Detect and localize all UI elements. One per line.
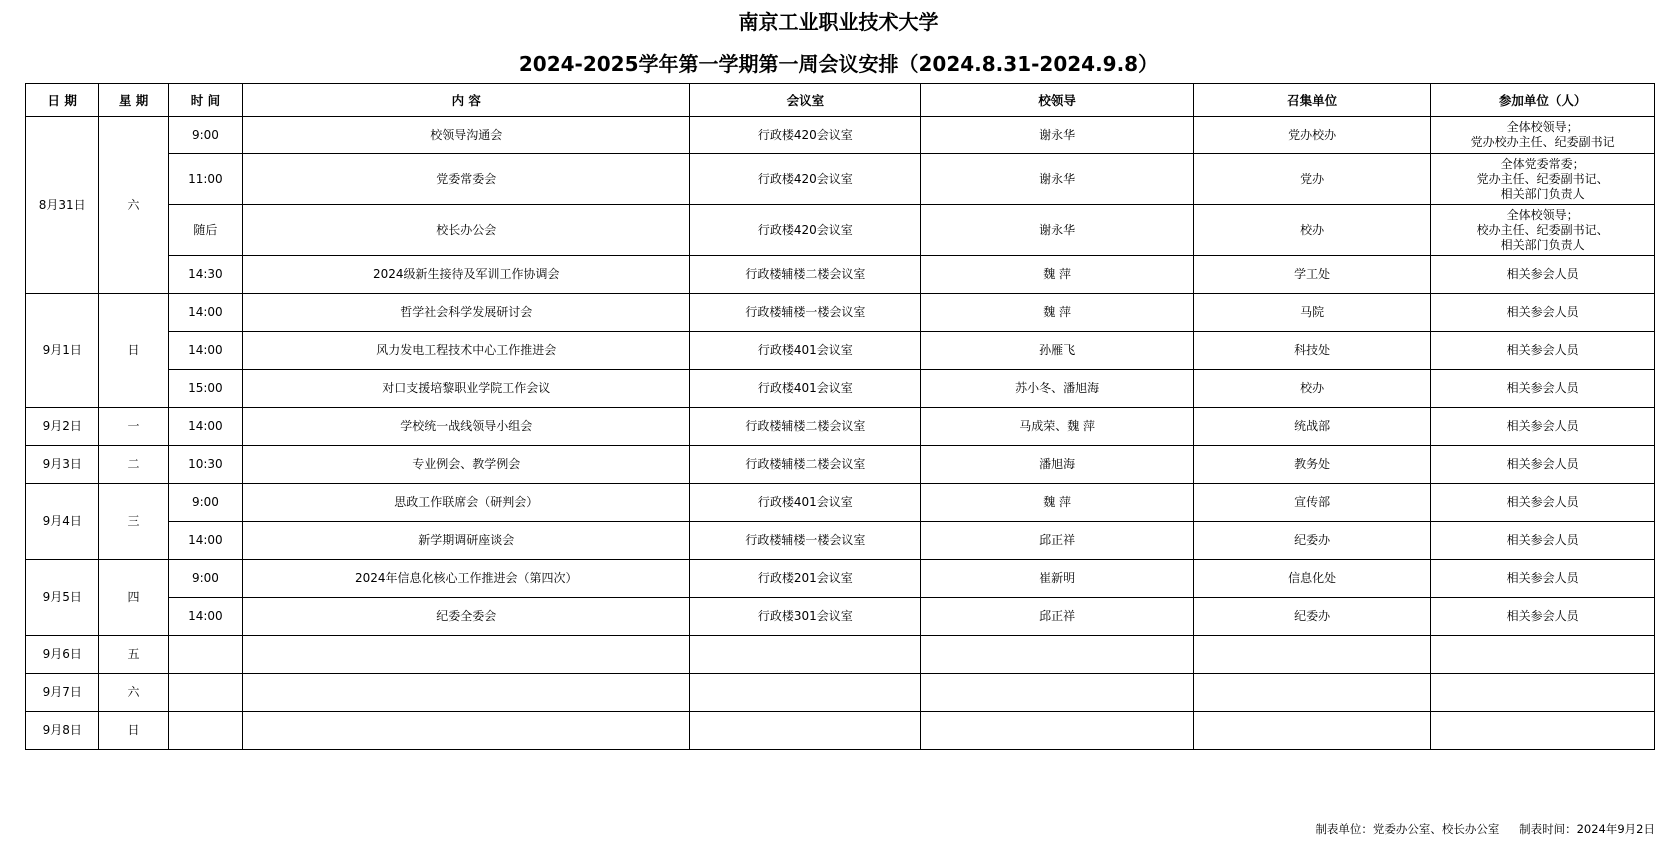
table-row: [26, 522, 1655, 560]
convener-cell: 统战部: [1193, 408, 1430, 446]
weekday-cell: 日: [99, 294, 168, 408]
content-cell: 风力发电工程技术中心工作推进会: [243, 332, 690, 370]
empty-cell: [243, 674, 690, 712]
convener-cell: 科技处: [1193, 332, 1430, 370]
leader-cell: 潘旭海: [921, 446, 1194, 484]
empty-cell: [243, 636, 690, 674]
table-row: [26, 446, 1655, 484]
header-weekday: 星 期: [99, 84, 168, 117]
empty-cell: [168, 712, 243, 750]
date-cell: 9月5日: [26, 560, 99, 636]
convener-cell: 教务处: [1193, 446, 1430, 484]
time-cell: 9:00: [168, 560, 243, 598]
header-content: 内 容: [243, 84, 690, 117]
page-subtitle: 2024-2025学年第一学期第一周会议安排（2024.8.31-2024.9.8）: [518, 52, 1159, 76]
table-row: [26, 408, 1655, 446]
content-cell: 2024年信息化核心工作推进会（第四次）: [243, 560, 690, 598]
date-cell: 9月4日: [26, 484, 99, 560]
content-cell: 专业例会、教学例会: [243, 446, 690, 484]
table-row: [26, 294, 1655, 332]
date-cell: 9月2日: [26, 408, 99, 446]
attendees-cell: 相关参会人员: [1431, 256, 1655, 294]
leader-cell: 崔新明: [921, 560, 1194, 598]
time-cell: 14:00: [168, 332, 243, 370]
attendees-cell: 全体校领导； 校办主任、纪委副书记、 相关部门负责人: [1431, 205, 1655, 256]
attendees-cell: 相关参会人员: [1431, 446, 1655, 484]
content-cell: 思政工作联席会（研判会）: [243, 484, 690, 522]
attendees-cell: 相关参会人员: [1431, 332, 1655, 370]
footer-maker: 制表单位：党委办公室、校长办公室: [1315, 822, 1500, 836]
time-cell: 11:00: [168, 154, 243, 205]
convener-cell: 校办: [1193, 205, 1430, 256]
content-cell: 纪委全委会: [243, 598, 690, 636]
convener-cell: 马院: [1193, 294, 1430, 332]
convener-cell: 宣传部: [1193, 484, 1430, 522]
room-cell: 行政楼420会议室: [690, 117, 921, 154]
weekday-cell: 六: [99, 117, 168, 294]
table-row: [26, 598, 1655, 636]
convener-cell: 学工处: [1193, 256, 1430, 294]
leader-cell: 魏 萍: [921, 484, 1194, 522]
time-cell: 随后: [168, 205, 243, 256]
header-room: 会议室: [690, 84, 921, 117]
convener-cell: 纪委办: [1193, 598, 1430, 636]
leader-cell: 魏 萍: [921, 256, 1194, 294]
convener-cell: 信息化处: [1193, 560, 1430, 598]
table-row: [26, 332, 1655, 370]
empty-cell: [243, 712, 690, 750]
weekday-cell: 二: [99, 446, 168, 484]
convener-cell: 党办: [1193, 154, 1430, 205]
weekday-cell: 一: [99, 408, 168, 446]
content-cell: 对口支援培黎职业学院工作会议: [243, 370, 690, 408]
empty-cell: [690, 636, 921, 674]
content-cell: 学校统一战线领导小组会: [243, 408, 690, 446]
attendees-cell: 相关参会人员: [1431, 294, 1655, 332]
weekday-cell: 日: [99, 712, 168, 750]
weekday-cell: 五: [99, 636, 168, 674]
content-cell: 哲学社会科学发展研讨会: [243, 294, 690, 332]
room-cell: 行政楼辅楼二楼会议室: [690, 446, 921, 484]
content-cell: 党委常委会: [243, 154, 690, 205]
date-cell: 9月8日: [26, 712, 99, 750]
date-cell: 9月6日: [26, 636, 99, 674]
table-row: [26, 256, 1655, 294]
convener-cell: 党办校办: [1193, 117, 1430, 154]
room-cell: 行政楼401会议室: [690, 332, 921, 370]
empty-cell: [1431, 674, 1655, 712]
time-cell: 9:00: [168, 117, 243, 154]
attendees-cell: 相关参会人员: [1431, 370, 1655, 408]
header-time: 时 间: [168, 84, 243, 117]
empty-cell: [1431, 712, 1655, 750]
empty-cell: [921, 636, 1194, 674]
footer-made-time: 制表时间：2024年9月2日: [1519, 822, 1655, 836]
attendees-cell: 相关参会人员: [1431, 560, 1655, 598]
room-cell: 行政楼420会议室: [690, 154, 921, 205]
empty-cell: [1193, 674, 1430, 712]
date-cell: 9月1日: [26, 294, 99, 408]
table-row: [26, 205, 1655, 256]
table-header-row: [26, 84, 1655, 117]
room-cell: 行政楼301会议室: [690, 598, 921, 636]
convener-cell: 校办: [1193, 370, 1430, 408]
table-row: [26, 154, 1655, 205]
attendees-cell: 相关参会人员: [1431, 598, 1655, 636]
leader-cell: 魏 萍: [921, 294, 1194, 332]
header-date: 日 期: [26, 84, 99, 117]
time-cell: 14:00: [168, 522, 243, 560]
room-cell: 行政楼420会议室: [690, 205, 921, 256]
weekday-cell: 六: [99, 674, 168, 712]
page-title: 南京工业职业技术大学: [738, 10, 939, 34]
attendees-cell: 相关参会人员: [1431, 522, 1655, 560]
empty-cell: [1431, 636, 1655, 674]
weekday-cell: 四: [99, 560, 168, 636]
empty-cell: [168, 636, 243, 674]
time-cell: 9:00: [168, 484, 243, 522]
header-attendees: 参加单位（人）: [1431, 84, 1655, 117]
attendees-cell: 相关参会人员: [1431, 484, 1655, 522]
time-cell: 14:30: [168, 256, 243, 294]
content-cell: 2024级新生接待及军训工作协调会: [243, 256, 690, 294]
time-cell: 10:30: [168, 446, 243, 484]
date-cell: 9月3日: [26, 446, 99, 484]
convener-cell: 纪委办: [1193, 522, 1430, 560]
content-cell: 校领导沟通会: [243, 117, 690, 154]
table-row: [26, 674, 1655, 712]
empty-cell: [921, 674, 1194, 712]
empty-cell: [1193, 636, 1430, 674]
leader-cell: 谢永华: [921, 117, 1194, 154]
leader-cell: 谢永华: [921, 205, 1194, 256]
leader-cell: 苏小冬、潘旭海: [921, 370, 1194, 408]
time-cell: 14:00: [168, 294, 243, 332]
time-cell: 14:00: [168, 408, 243, 446]
room-cell: 行政楼401会议室: [690, 370, 921, 408]
meeting-schedule-table: [25, 83, 1655, 750]
leader-cell: 马成荣、魏 萍: [921, 408, 1194, 446]
table-row: [26, 117, 1655, 154]
table-row: [26, 712, 1655, 750]
header-leader: 校领导: [921, 84, 1194, 117]
room-cell: 行政楼辅楼二楼会议室: [690, 408, 921, 446]
time-cell: 15:00: [168, 370, 243, 408]
time-cell: 14:00: [168, 598, 243, 636]
attendees-cell: 全体校领导； 党办校办主任、纪委副书记: [1431, 117, 1655, 154]
content-cell: 校长办公会: [243, 205, 690, 256]
room-cell: 行政楼辅楼一楼会议室: [690, 294, 921, 332]
date-cell: 9月7日: [26, 674, 99, 712]
leader-cell: 邱正祥: [921, 522, 1194, 560]
table-row: [26, 370, 1655, 408]
empty-cell: [690, 712, 921, 750]
room-cell: 行政楼辅楼二楼会议室: [690, 256, 921, 294]
table-footer: [1315, 821, 1655, 837]
empty-cell: [168, 674, 243, 712]
empty-cell: [921, 712, 1194, 750]
table-row: [26, 484, 1655, 522]
leader-cell: 谢永华: [921, 154, 1194, 205]
room-cell: 行政楼201会议室: [690, 560, 921, 598]
date-cell: 8月31日: [26, 117, 99, 294]
empty-cell: [690, 674, 921, 712]
attendees-cell: 相关参会人员: [1431, 408, 1655, 446]
room-cell: 行政楼401会议室: [690, 484, 921, 522]
table-row: [26, 560, 1655, 598]
leader-cell: 孙雁飞: [921, 332, 1194, 370]
leader-cell: 邱正祥: [921, 598, 1194, 636]
room-cell: 行政楼辅楼一楼会议室: [690, 522, 921, 560]
header-convener: 召集单位: [1193, 84, 1430, 117]
attendees-cell: 全体党委常委； 党办主任、纪委副书记、 相关部门负责人: [1431, 154, 1655, 205]
table-row: [26, 636, 1655, 674]
content-cell: 新学期调研座谈会: [243, 522, 690, 560]
weekday-cell: 三: [99, 484, 168, 560]
empty-cell: [1193, 712, 1430, 750]
